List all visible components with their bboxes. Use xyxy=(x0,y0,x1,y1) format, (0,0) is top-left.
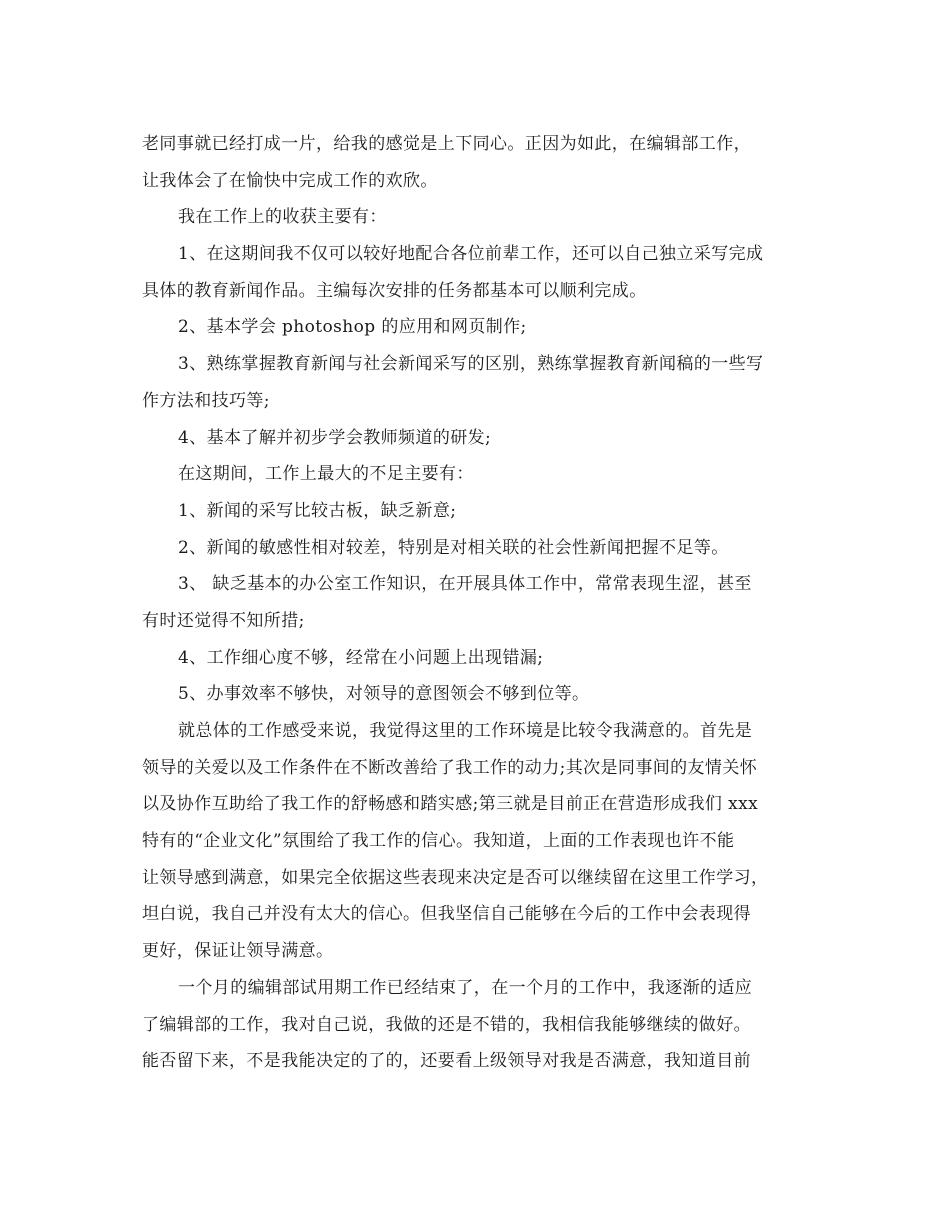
text-line: 有时还觉得不知所措; xyxy=(142,610,305,631)
text-line: 坦白说，我自己并没有太大的信心。但我坚信自己能够在今后的工作中会表现得 xyxy=(142,904,751,925)
text-line: 更好，保证让领导满意。 xyxy=(142,941,334,962)
text-line: 就总体的工作感受来说，我觉得这里的工作环境是比较令我满意的。首先是 xyxy=(178,721,753,741)
text-line: 领导的关爱以及工作条件在不断改善给了我工作的动力;其次是同事间的友情关怀 xyxy=(142,757,758,778)
text-line: 具体的教育新闻作品。主编每次安排的任务都基本可以顺利完成。 xyxy=(142,280,647,301)
text-line: 2、基本学会 photoshop 的应用和网页制作; xyxy=(178,317,527,338)
text-line: 4、基本了解并初步学会教师频道的研发; xyxy=(178,427,492,448)
text-line: 3、熟练掌握教育新闻与社会新闻采写的区别，熟练掌握教育新闻稿的一些写 xyxy=(178,354,764,375)
text-line: 以及协作互助给了我工作的舒畅感和踏实感;第三就是目前正在营造形成我们 xxx xyxy=(142,794,759,815)
text-line: 特有的“企业文化”氛围给了我工作的信心。我知道，上面的工作表现也许不能 xyxy=(142,831,735,852)
text-line: 作方法和技巧等; xyxy=(142,390,270,411)
text-line: 在这期间，工作上最大的不足主要有： xyxy=(178,464,474,485)
text-line: 老同事就已经打成一片，给我的感觉是上下同心。正因为如此，在编辑部工作， xyxy=(142,134,751,154)
text-line: 我在工作上的收获主要有： xyxy=(178,207,387,228)
document-body xyxy=(142,126,810,1080)
text-line: 了编辑部的工作，我对自己说，我做的还是不错的，我相信我能够继续的做好。 xyxy=(142,1014,751,1035)
text-line: 让领导感到满意，如果完全依据这些表现来决定是否可以继续留在这里工作学习， xyxy=(142,867,769,888)
text-line: 一个月的编辑部试用期工作已经结束了，在一个月的工作中，我逐渐的适应 xyxy=(178,977,753,998)
text-line: 4、工作细心度不够，经常在小问题上出现错漏; xyxy=(178,647,544,668)
text-line: 1、新闻的采写比较古板，缺乏新意; xyxy=(178,500,457,521)
text-line: 1、在这期间我不仅可以较好地配合各位前辈工作，还可以自己独立采写完成 xyxy=(178,244,764,265)
text-line: 让我体会了在愉快中完成工作的欢欣。 xyxy=(142,170,438,191)
text-line: 3、 缺乏基本的办公室工作知识，在开展具体工作中，常常表现生涩，甚至 xyxy=(178,574,752,595)
text-line: 能否留下来，不是我能决定的了的，还要看上级领导对我是否满意，我知道目前 xyxy=(142,1051,751,1072)
text-line: 5、办事效率不够快，对领导的意图领会不够到位等。 xyxy=(178,684,590,705)
text-line: 2、新闻的敏感性相对较差，特别是对相关联的社会性新闻把握不足等。 xyxy=(178,537,729,558)
